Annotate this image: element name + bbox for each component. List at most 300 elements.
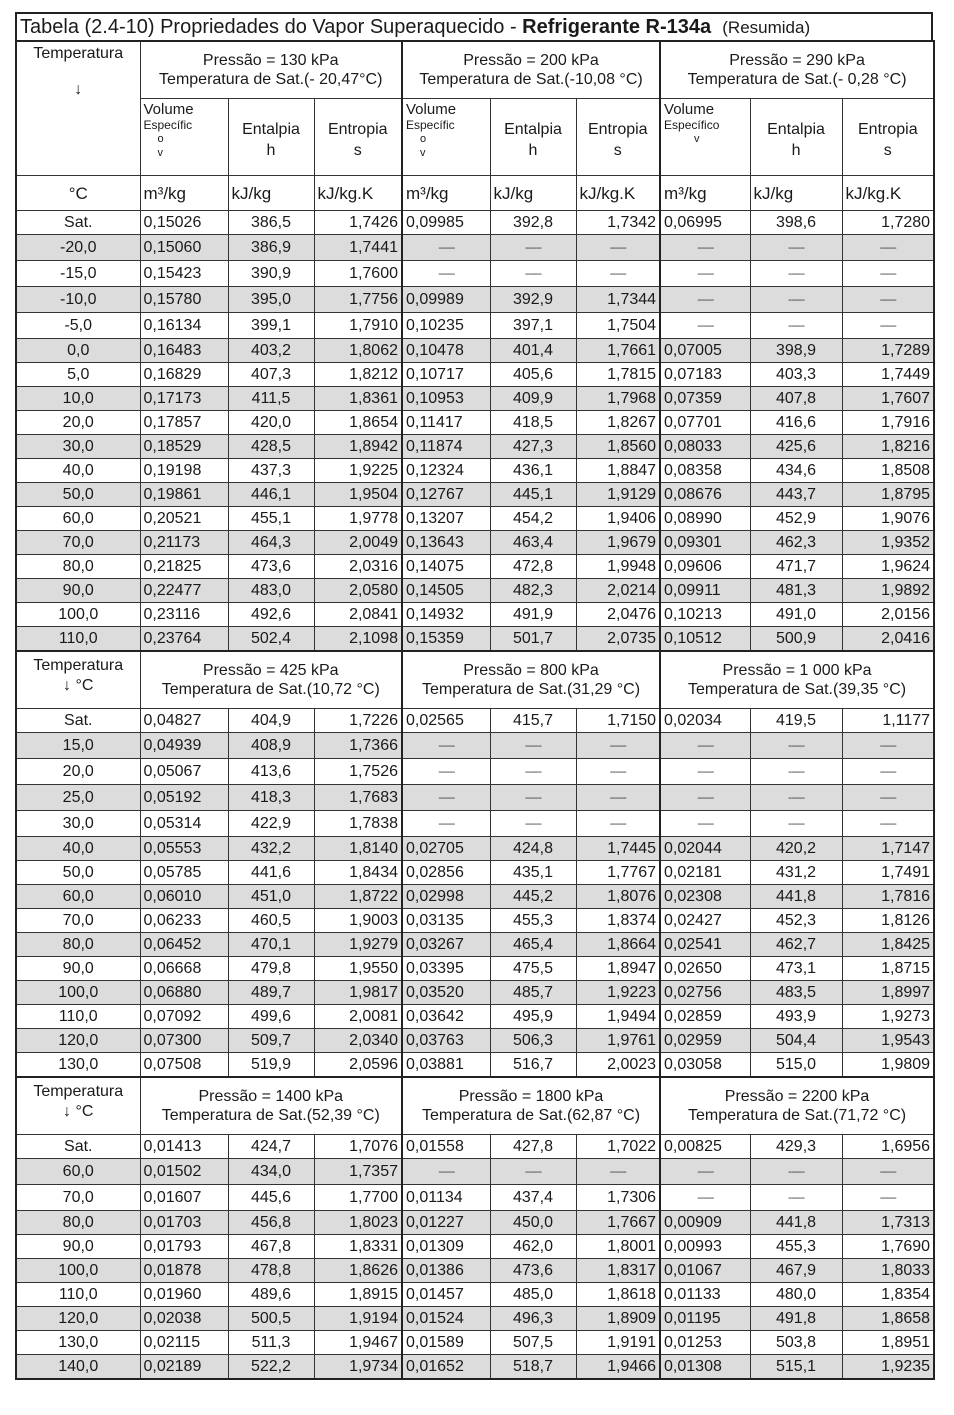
entropy-cell: 1,8947 bbox=[576, 957, 660, 981]
spacer bbox=[232, 101, 311, 119]
entropy-cell: 1,8361 bbox=[314, 387, 402, 411]
enthalpy-cell: 425,6 bbox=[750, 435, 842, 459]
unit-cell: kJ/kg.K bbox=[314, 176, 402, 211]
entropy-cell: 1,8354 bbox=[842, 1283, 934, 1307]
pressure-label: Pressão = 130 kPa bbox=[202, 52, 339, 69]
empty-value-cell bbox=[490, 733, 576, 759]
enthalpy-header-label: Entalpia bbox=[767, 121, 825, 138]
volume-cell: 0,03520 bbox=[402, 981, 490, 1005]
enthalpy-cell: 504,4 bbox=[750, 1029, 842, 1053]
enthalpy-cell: 434,6 bbox=[750, 459, 842, 483]
pressure-label: Pressão = 200 kPa bbox=[463, 52, 599, 69]
enthalpy-cell: 420,2 bbox=[750, 837, 842, 861]
pressure-group-header bbox=[660, 651, 934, 709]
enthalpy-cell: 473,6 bbox=[228, 555, 314, 579]
enthalpy-cell: 419,5 bbox=[750, 709, 842, 733]
entropy-cell: 1,7076 bbox=[314, 1135, 402, 1159]
enthalpy-cell: 432,2 bbox=[228, 837, 314, 861]
temperature-cell: 70,0 bbox=[16, 1185, 140, 1211]
entropy-header bbox=[842, 99, 934, 176]
volume-cell: 0,01703 bbox=[140, 1211, 228, 1235]
enthalpy-cell: 443,7 bbox=[750, 483, 842, 507]
dash-placeholder: ------ bbox=[438, 242, 455, 254]
enthalpy-cell: 503,8 bbox=[750, 1331, 842, 1355]
dash-placeholder: ------ bbox=[788, 242, 805, 254]
temperature-cell: -10,0 bbox=[16, 287, 140, 313]
volume-cell: 0,05067 bbox=[140, 759, 228, 785]
enthalpy-cell: 493,9 bbox=[750, 1005, 842, 1029]
enthalpy-cell: 415,7 bbox=[490, 709, 576, 733]
entropy-cell: 1,7816 bbox=[842, 885, 934, 909]
volume-cell: 0,09985 bbox=[402, 211, 490, 235]
volume-cell: 0,03135 bbox=[402, 909, 490, 933]
enthalpy-cell: 427,3 bbox=[490, 435, 576, 459]
enthalpy-cell: 467,8 bbox=[228, 1235, 314, 1259]
saturation-temp-label: Temperatura de Sat.(52,39 °C) bbox=[161, 1107, 380, 1124]
table-row bbox=[16, 459, 934, 483]
temperature-cell: 90,0 bbox=[16, 579, 140, 603]
enthalpy-cell: 456,8 bbox=[228, 1211, 314, 1235]
entropy-header bbox=[314, 99, 402, 176]
enthalpy-cell: 509,7 bbox=[228, 1029, 314, 1053]
enthalpy-cell: 455,3 bbox=[490, 909, 576, 933]
enthalpy-cell: 437,3 bbox=[228, 459, 314, 483]
entropy-cell: 2,0735 bbox=[576, 627, 660, 652]
temperature-header bbox=[16, 41, 140, 176]
empty-value-cell bbox=[750, 1185, 842, 1211]
enthalpy-cell: 507,5 bbox=[490, 1331, 576, 1355]
entropy-cell: 1,7910 bbox=[314, 313, 402, 339]
volume-cell: 0,18529 bbox=[140, 435, 228, 459]
volume-cell: 0,23116 bbox=[140, 603, 228, 627]
volume-cell: 0,02859 bbox=[660, 1005, 750, 1029]
table-row bbox=[16, 1053, 934, 1078]
table-row bbox=[16, 785, 934, 811]
pressure-group-header bbox=[140, 41, 402, 99]
title-suffix: (Resumida) bbox=[722, 18, 811, 37]
entropy-cell: 1,9003 bbox=[314, 909, 402, 933]
temperature-cell: 100,0 bbox=[16, 603, 140, 627]
dash-placeholder: ------ bbox=[609, 242, 626, 254]
enthalpy-cell: 491,8 bbox=[750, 1307, 842, 1331]
superheated-vapor-table bbox=[15, 40, 935, 1380]
r134a-table-page bbox=[15, 12, 933, 1380]
entropy-cell: 1,8618 bbox=[576, 1283, 660, 1307]
entropy-cell: 2,0596 bbox=[314, 1053, 402, 1078]
volume-cell: 0,15060 bbox=[140, 235, 228, 261]
volume-cell: 0,00993 bbox=[660, 1235, 750, 1259]
enthalpy-cell: 407,8 bbox=[750, 387, 842, 411]
temperature-unit-arrow: ↓ °C bbox=[63, 677, 94, 694]
volume-cell: 0,11874 bbox=[402, 435, 490, 459]
especifico-suffix: o bbox=[157, 133, 164, 145]
spacer bbox=[494, 101, 573, 119]
empty-value-cell bbox=[490, 261, 576, 287]
enthalpy-cell: 495,9 bbox=[490, 1005, 576, 1029]
unit-cell: kJ/kg.K bbox=[576, 176, 660, 211]
empty-value-cell bbox=[490, 1159, 576, 1185]
saturation-temp-label: Temperatura de Sat.(- 20,47°C) bbox=[159, 71, 383, 88]
empty-value-cell bbox=[750, 235, 842, 261]
volume-cell: 0,01134 bbox=[402, 1185, 490, 1211]
volume-cell: 0,03763 bbox=[402, 1029, 490, 1053]
enthalpy-header bbox=[750, 99, 842, 176]
volume-cell: 0,07359 bbox=[660, 387, 750, 411]
volume-cell: 0,01133 bbox=[660, 1283, 750, 1307]
table-row bbox=[16, 1135, 934, 1159]
entropy-cell: 1,8560 bbox=[576, 435, 660, 459]
entropy-cell: 1,7226 bbox=[314, 709, 402, 733]
volume-cell: 0,02044 bbox=[660, 837, 750, 861]
v-symbol: v bbox=[157, 147, 163, 159]
entropy-header-label: Entropia bbox=[858, 121, 918, 138]
volume-cell: 0,01386 bbox=[402, 1259, 490, 1283]
entropy-cell: 1,7661 bbox=[576, 339, 660, 363]
volume-cell: 0,17173 bbox=[140, 387, 228, 411]
dash-placeholder: ------ bbox=[879, 294, 896, 306]
volume-cell: 0,08358 bbox=[660, 459, 750, 483]
volume-cell: 0,02650 bbox=[660, 957, 750, 981]
temperature-header bbox=[16, 1077, 140, 1135]
dash-placeholder: ------ bbox=[525, 766, 541, 778]
dash-placeholder: ------ bbox=[525, 792, 541, 804]
entropy-cell: 1,7150 bbox=[576, 709, 660, 733]
volume-cell: 0,04939 bbox=[140, 733, 228, 759]
dash-placeholder: ------ bbox=[788, 268, 805, 280]
enthalpy-cell: 479,8 bbox=[228, 957, 314, 981]
dash-placeholder: ------ bbox=[879, 242, 896, 254]
temperature-cell: 60,0 bbox=[16, 1159, 140, 1185]
entropy-cell: 1,8001 bbox=[576, 1235, 660, 1259]
enthalpy-cell: 481,3 bbox=[750, 579, 842, 603]
table-row bbox=[16, 709, 934, 733]
volume-cell: 0,02565 bbox=[402, 709, 490, 733]
saturation-temp-label: Temperatura de Sat.(- 0,28 °C) bbox=[687, 71, 907, 88]
temperature-cell: 140,0 bbox=[16, 1355, 140, 1380]
pressure-label: Pressão = 1 000 kPa bbox=[722, 662, 872, 679]
empty-value-cell bbox=[750, 313, 842, 339]
enthalpy-cell: 392,8 bbox=[490, 211, 576, 235]
enthalpy-header-symbol: h bbox=[791, 142, 801, 159]
empty-value-cell bbox=[576, 759, 660, 785]
table-row bbox=[16, 885, 934, 909]
spacer bbox=[20, 64, 137, 80]
temperature-header bbox=[16, 651, 140, 709]
dash-placeholder: ------ bbox=[609, 766, 626, 778]
enthalpy-cell: 470,1 bbox=[228, 933, 314, 957]
volume-cell: 0,01589 bbox=[402, 1331, 490, 1355]
volume-cell: 0,01253 bbox=[660, 1331, 750, 1355]
enthalpy-cell: 464,3 bbox=[228, 531, 314, 555]
spacer bbox=[580, 101, 657, 119]
enthalpy-cell: 407,3 bbox=[228, 363, 314, 387]
volume-cell: 0,01195 bbox=[660, 1307, 750, 1331]
volume-cell: 0,02541 bbox=[660, 933, 750, 957]
table-row bbox=[16, 1211, 934, 1235]
entropy-cell: 1,8909 bbox=[576, 1307, 660, 1331]
enthalpy-cell: 431,2 bbox=[750, 861, 842, 885]
entropy-cell: 1,8795 bbox=[842, 483, 934, 507]
volume-cell: 0,08990 bbox=[660, 507, 750, 531]
volume-cell: 0,01457 bbox=[402, 1283, 490, 1307]
table-row bbox=[16, 1029, 934, 1053]
specific-volume-header bbox=[660, 99, 750, 176]
entropy-cell: 1,9550 bbox=[314, 957, 402, 981]
entropy-cell: 1,9734 bbox=[314, 1355, 402, 1380]
entropy-cell: 1,9352 bbox=[842, 531, 934, 555]
empty-value-cell bbox=[576, 785, 660, 811]
entropy-cell: 1,7147 bbox=[842, 837, 934, 861]
title-prefix: Tabela (2.4-10) Propriedades do Vapor Superaquecido - bbox=[20, 16, 523, 38]
especifico-suffix: o bbox=[420, 133, 427, 145]
table-row bbox=[16, 507, 934, 531]
empty-value-cell bbox=[750, 759, 842, 785]
table-row bbox=[16, 811, 934, 837]
empty-value-cell bbox=[402, 261, 490, 287]
entropy-cell: 1,8626 bbox=[314, 1259, 402, 1283]
enthalpy-cell: 437,4 bbox=[490, 1185, 576, 1211]
enthalpy-cell: 424,8 bbox=[490, 837, 576, 861]
volume-cell: 0,11417 bbox=[402, 411, 490, 435]
temperature-cell: 70,0 bbox=[16, 531, 140, 555]
enthalpy-cell: 501,7 bbox=[490, 627, 576, 652]
table-row bbox=[16, 579, 934, 603]
volume-cell: 0,03058 bbox=[660, 1053, 750, 1078]
temperature-cell: Sat. bbox=[16, 709, 140, 733]
v-symbol: v bbox=[420, 147, 426, 159]
enthalpy-cell: 408,9 bbox=[228, 733, 314, 759]
temperature-cell: 50,0 bbox=[16, 861, 140, 885]
temperature-cell: 70,0 bbox=[16, 909, 140, 933]
volume-cell: 0,16829 bbox=[140, 363, 228, 387]
dash-placeholder: ------ bbox=[609, 1166, 626, 1178]
section-header-row bbox=[16, 41, 934, 99]
empty-value-cell bbox=[576, 811, 660, 837]
enthalpy-cell: 491,9 bbox=[490, 603, 576, 627]
temperature-cell: 30,0 bbox=[16, 435, 140, 459]
spacer bbox=[318, 101, 399, 119]
empty-value-cell bbox=[842, 811, 934, 837]
entropy-header bbox=[576, 99, 660, 176]
volume-cell: 0,22477 bbox=[140, 579, 228, 603]
temperature-cell: 80,0 bbox=[16, 1211, 140, 1235]
entropy-cell: 1,9817 bbox=[314, 981, 402, 1005]
dash-placeholder: ------ bbox=[438, 818, 455, 830]
entropy-cell: 1,7366 bbox=[314, 733, 402, 759]
enthalpy-cell: 485,0 bbox=[490, 1283, 576, 1307]
enthalpy-cell: 390,9 bbox=[228, 261, 314, 287]
unit-cell: m³/kg bbox=[402, 176, 490, 211]
entropy-cell: 1,8425 bbox=[842, 933, 934, 957]
table-row bbox=[16, 1307, 934, 1331]
volume-cell: 0,12324 bbox=[402, 459, 490, 483]
empty-value-cell bbox=[842, 313, 934, 339]
enthalpy-cell: 429,3 bbox=[750, 1135, 842, 1159]
entropy-cell: 1,9948 bbox=[576, 555, 660, 579]
enthalpy-cell: 499,6 bbox=[228, 1005, 314, 1029]
dash-placeholder: ------ bbox=[525, 1166, 541, 1178]
table-row bbox=[16, 957, 934, 981]
entropy-cell: 1,7607 bbox=[842, 387, 934, 411]
volume-cell: 0,16134 bbox=[140, 313, 228, 339]
empty-value-cell bbox=[490, 785, 576, 811]
temperature-cell: 40,0 bbox=[16, 837, 140, 861]
volume-cell: 0,01227 bbox=[402, 1211, 490, 1235]
entropy-cell: 1,7916 bbox=[842, 411, 934, 435]
pressure-group-header bbox=[402, 651, 660, 709]
volume-cell: 0,07005 bbox=[660, 339, 750, 363]
volume-cell: 0,19198 bbox=[140, 459, 228, 483]
dash-placeholder: ------ bbox=[788, 792, 805, 804]
volume-cell: 0,08676 bbox=[660, 483, 750, 507]
volume-cell: 0,02856 bbox=[402, 861, 490, 885]
enthalpy-cell: 496,3 bbox=[490, 1307, 576, 1331]
enthalpy-cell: 515,0 bbox=[750, 1053, 842, 1078]
column-header-row bbox=[16, 99, 934, 176]
enthalpy-cell: 397,1 bbox=[490, 313, 576, 339]
saturation-temp-label: Temperatura de Sat.(31,29 °C) bbox=[421, 681, 641, 698]
dash-placeholder: ------ bbox=[697, 792, 714, 804]
volume-cell: 0,10717 bbox=[402, 363, 490, 387]
dash-placeholder: ------ bbox=[879, 792, 896, 804]
entropy-cell: 1,7690 bbox=[842, 1235, 934, 1259]
enthalpy-cell: 398,9 bbox=[750, 339, 842, 363]
volume-label: Volume bbox=[406, 101, 457, 118]
entropy-cell: 1,9543 bbox=[842, 1029, 934, 1053]
volume-cell: 0,01558 bbox=[402, 1135, 490, 1159]
entropy-cell: 1,9191 bbox=[576, 1331, 660, 1355]
enthalpy-cell: 471,7 bbox=[750, 555, 842, 579]
table-row bbox=[16, 287, 934, 313]
volume-cell: 0,02115 bbox=[140, 1331, 228, 1355]
temperature-label: Temperatura bbox=[33, 45, 124, 62]
pressure-label: Pressão = 425 kPa bbox=[202, 662, 339, 679]
entropy-cell: 1,7700 bbox=[314, 1185, 402, 1211]
volume-label: Volume bbox=[664, 101, 715, 118]
entropy-cell: 1,8942 bbox=[314, 435, 402, 459]
volume-cell: 0,05785 bbox=[140, 861, 228, 885]
enthalpy-cell: 455,3 bbox=[750, 1235, 842, 1259]
table-row bbox=[16, 339, 934, 363]
entropy-cell: 1,8654 bbox=[314, 411, 402, 435]
enthalpy-cell: 411,5 bbox=[228, 387, 314, 411]
temperature-cell: 40,0 bbox=[16, 459, 140, 483]
volume-cell: 0,21173 bbox=[140, 531, 228, 555]
volume-cell: 0,10213 bbox=[660, 603, 750, 627]
entropy-cell: 1,9129 bbox=[576, 483, 660, 507]
saturation-temp-label: Temperatura de Sat.(-10,08 °C) bbox=[419, 71, 643, 88]
entropy-cell: 1,6956 bbox=[842, 1135, 934, 1159]
empty-value-cell bbox=[660, 785, 750, 811]
enthalpy-cell: 483,5 bbox=[750, 981, 842, 1005]
temperature-cell: 120,0 bbox=[16, 1307, 140, 1331]
dash-placeholder: ------ bbox=[609, 818, 626, 830]
dash-placeholder: ------ bbox=[609, 740, 626, 752]
empty-value-cell bbox=[750, 261, 842, 287]
spacer bbox=[754, 101, 839, 119]
entropy-cell: 1,7767 bbox=[576, 861, 660, 885]
volume-cell: 0,01067 bbox=[660, 1259, 750, 1283]
temperature-cell: -15,0 bbox=[16, 261, 140, 287]
enthalpy-cell: 511,3 bbox=[228, 1331, 314, 1355]
entropy-cell: 1,8722 bbox=[314, 885, 402, 909]
volume-cell: 0,09911 bbox=[660, 579, 750, 603]
entropy-cell: 1,7342 bbox=[576, 211, 660, 235]
unit-cell: kJ/kg.K bbox=[842, 176, 934, 211]
empty-value-cell bbox=[842, 759, 934, 785]
temperature-cell: 10,0 bbox=[16, 387, 140, 411]
temperature-label: Temperatura bbox=[33, 657, 124, 674]
entropy-cell: 2,0340 bbox=[314, 1029, 402, 1053]
enthalpy-cell: 473,1 bbox=[750, 957, 842, 981]
volume-cell: 0,15780 bbox=[140, 287, 228, 313]
enthalpy-cell: 435,1 bbox=[490, 861, 576, 885]
temperature-cell: 130,0 bbox=[16, 1053, 140, 1078]
enthalpy-cell: 515,1 bbox=[750, 1355, 842, 1380]
entropy-cell: 1,7357 bbox=[314, 1159, 402, 1185]
temperature-cell: 60,0 bbox=[16, 885, 140, 909]
enthalpy-cell: 478,8 bbox=[228, 1259, 314, 1283]
empty-value-cell bbox=[576, 733, 660, 759]
empty-value-cell bbox=[576, 1159, 660, 1185]
entropy-cell: 1,8076 bbox=[576, 885, 660, 909]
enthalpy-cell: 463,4 bbox=[490, 531, 576, 555]
entropy-cell: 1,9406 bbox=[576, 507, 660, 531]
enthalpy-cell: 492,6 bbox=[228, 603, 314, 627]
volume-cell: 0,13207 bbox=[402, 507, 490, 531]
entropy-cell: 1,8062 bbox=[314, 339, 402, 363]
volume-cell: 0,02034 bbox=[660, 709, 750, 733]
volume-cell: 0,02308 bbox=[660, 885, 750, 909]
enthalpy-cell: 392,9 bbox=[490, 287, 576, 313]
enthalpy-cell: 485,7 bbox=[490, 981, 576, 1005]
volume-cell: 0,07508 bbox=[140, 1053, 228, 1078]
entropy-cell: 1,9279 bbox=[314, 933, 402, 957]
temperature-cell: 20,0 bbox=[16, 411, 140, 435]
entropy-cell: 1,7815 bbox=[576, 363, 660, 387]
empty-value-cell bbox=[660, 1185, 750, 1211]
dash-placeholder: ------ bbox=[609, 792, 626, 804]
volume-cell: 0,03642 bbox=[402, 1005, 490, 1029]
table-row bbox=[16, 1259, 934, 1283]
table-row bbox=[16, 1185, 934, 1211]
pressure-group-header bbox=[402, 41, 660, 99]
volume-cell: 0,06233 bbox=[140, 909, 228, 933]
dash-placeholder: ------ bbox=[697, 268, 714, 280]
volume-cell: 0,10512 bbox=[660, 627, 750, 652]
temperature-cell: 120,0 bbox=[16, 1029, 140, 1053]
enthalpy-cell: 465,4 bbox=[490, 933, 576, 957]
empty-value-cell bbox=[750, 1159, 842, 1185]
especifico-label: Específic bbox=[143, 118, 193, 132]
table-row bbox=[16, 627, 934, 652]
table-row bbox=[16, 235, 934, 261]
volume-cell: 0,05314 bbox=[140, 811, 228, 837]
entropy-cell: 1,8951 bbox=[842, 1331, 934, 1355]
volume-cell: 0,02189 bbox=[140, 1355, 228, 1380]
entropy-cell: 1,8267 bbox=[576, 411, 660, 435]
entropy-header-label: Entropia bbox=[327, 121, 388, 138]
enthalpy-cell: 455,1 bbox=[228, 507, 314, 531]
empty-value-cell bbox=[842, 1159, 934, 1185]
volume-cell: 0,02038 bbox=[140, 1307, 228, 1331]
entropy-cell: 1,9273 bbox=[842, 1005, 934, 1029]
volume-cell: 0,00909 bbox=[660, 1211, 750, 1235]
volume-cell: 0,03881 bbox=[402, 1053, 490, 1078]
enthalpy-cell: 451,0 bbox=[228, 885, 314, 909]
saturation-temp-label: Temperatura de Sat.(71,72 °C) bbox=[688, 1107, 907, 1124]
volume-cell: 0,01652 bbox=[402, 1355, 490, 1380]
